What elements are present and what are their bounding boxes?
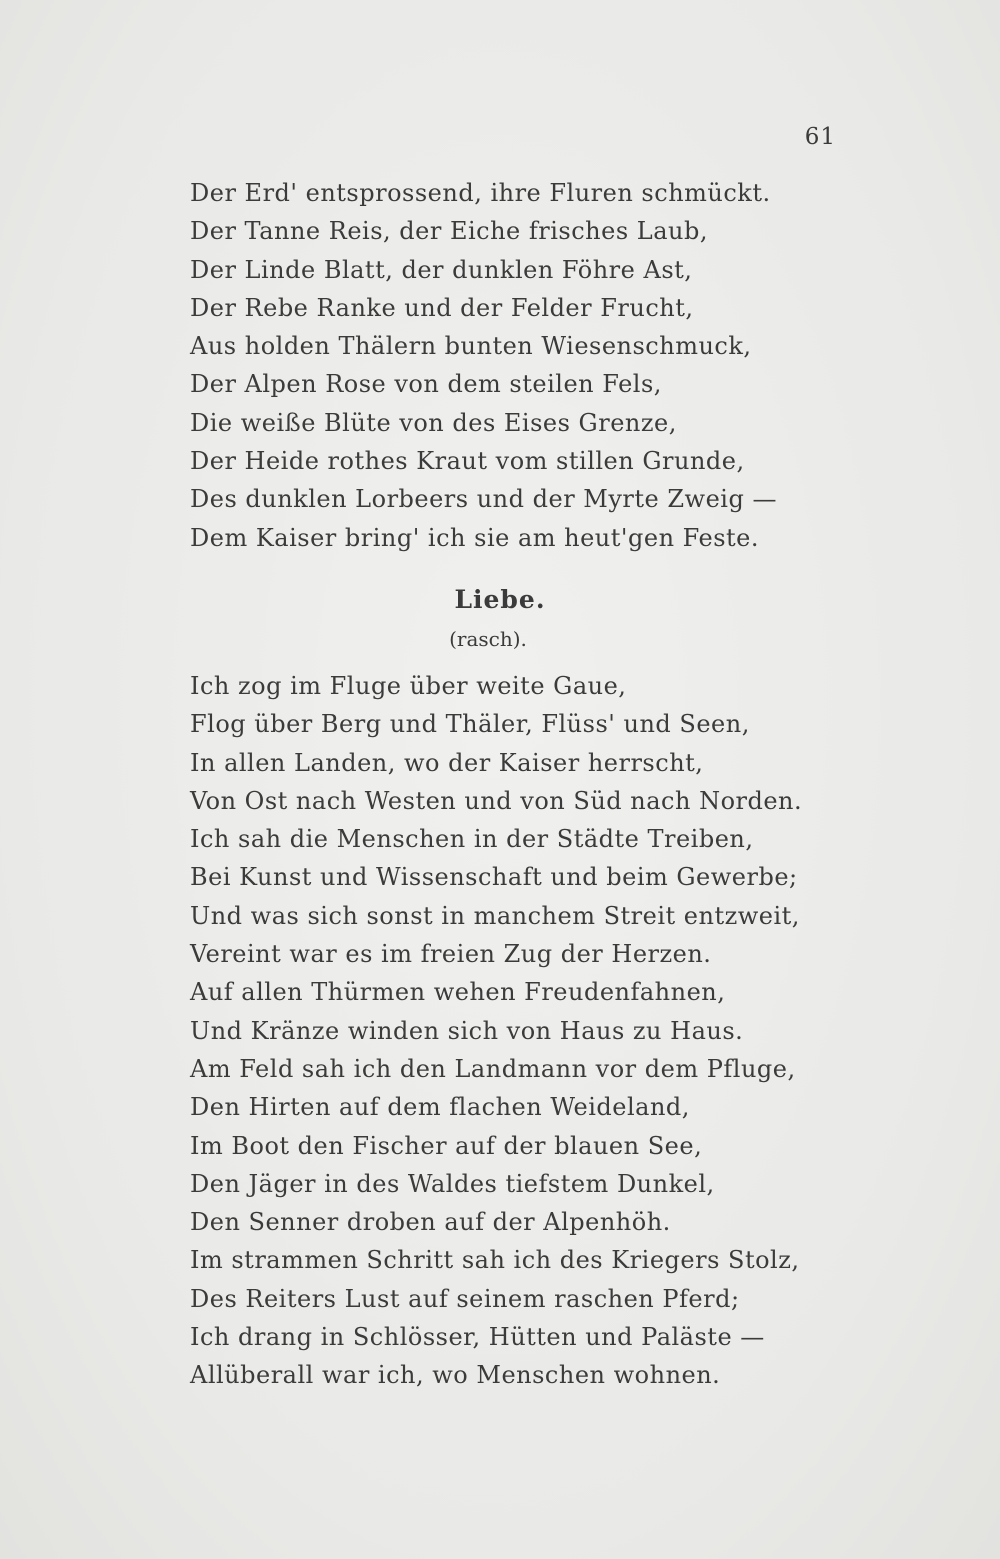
verse-line: Allüberall war ich, wo Menschen wohnen. (190, 1361, 721, 1390)
verse-line: Im Boot den Fischer auf der blauen See, (190, 1131, 703, 1160)
verse-line: Die weiße Blüte von des Eises Grenze, (190, 408, 677, 437)
poem-stanza-1 (190, 174, 790, 557)
page-number: 61 (804, 124, 836, 150)
poem-stanza-2 (190, 667, 803, 1395)
section-title: Liebe. (454, 585, 546, 614)
verse-line: Am Feld sah ich den Landmann vor dem Pfluge, (190, 1054, 796, 1083)
verse-line: Den Jäger in des Waldes tiefstem Dunkel, (190, 1169, 715, 1198)
verse-line: Dem Kaiser bring' ich sie am heut'gen Feste. (190, 523, 759, 552)
tempo-marking: (rasch). (449, 627, 527, 651)
verse-line: In allen Landen, wo der Kaiser herrscht, (190, 748, 704, 777)
verse-line: Den Hirten auf dem flachen Weideland, (190, 1093, 690, 1122)
verse-line: Der Tanne Reis, der Eiche frisches Laub, (190, 217, 708, 246)
verse-line: Bei Kunst und Wissenschaft und beim Gewerbe; (190, 863, 798, 892)
verse-line: Der Heide rothes Kraut vom stillen Grunde, (190, 447, 745, 476)
verse-line: Der Alpen Rose von dem steilen Fels, (190, 370, 662, 399)
verse-line: Flog über Berg und Thäler, Flüss' und Seen, (190, 710, 750, 739)
verse-line: Des dunklen Lorbeers und der Myrte Zweig — (190, 485, 777, 514)
verse-line: Ich zog im Fluge über weite Gaue, (190, 672, 627, 700)
verse-line: Im strammen Schritt sah ich des Kriegers Stolz, (190, 1246, 800, 1275)
verse-line: Ich sah die Menschen in der Städte Treiben, (190, 825, 754, 854)
verse-line: Ich drang in Schlösser, Hütten und Paläste — (190, 1323, 765, 1352)
verse-line: Der Erd' entsprossend, ihre Fluren schmückt. (190, 179, 771, 207)
verse-line: Aus holden Thälern bunten Wiesenschmuck, (190, 332, 752, 361)
verse-line: Von Ost nach Westen und von Süd nach Norden. (190, 786, 803, 815)
verse-line: Auf allen Thürmen wehen Freudenfahnen, (190, 978, 726, 1007)
verse-line: Den Senner droben auf der Alpenhöh. (190, 1208, 671, 1237)
verse-line: Und was sich sonst in manchem Streit entzweit, (190, 901, 800, 930)
verse-line: Des Reiters Lust auf seinem raschen Pferd; (190, 1284, 740, 1313)
verse-line: Der Linde Blatt, der dunklen Föhre Ast, (190, 255, 693, 284)
verse-line: Der Rebe Ranke und der Felder Frucht, (190, 293, 694, 322)
verse-line: Und Kränze winden sich von Haus zu Haus. (190, 1016, 744, 1045)
verse-line: Vereint war es im freien Zug der Herzen. (190, 940, 712, 969)
